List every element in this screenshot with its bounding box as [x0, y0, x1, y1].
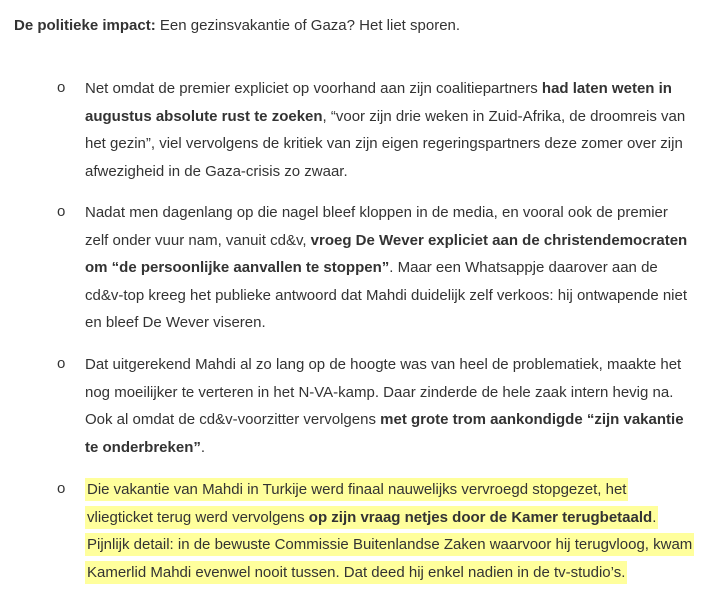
section-heading-text: Een gezinsvakantie of Gaza? Het liet sporen. [155, 17, 461, 34]
item-text-part: Dat uitgerekend Mahdi al zo lang op de hoogte was van heel de problematiek, maakte het nog moeilijker te verteren in het N-VA-kamp. Daar zinderde de hele zaak intern hevig na. Ook al omdat de cd&v-voorzitter vervolgens [85, 356, 682, 428]
bullet-marker: o [57, 79, 66, 96]
bullet-marker: o [57, 355, 66, 372]
item-text-part: , “voor zijn drie weken in Zuid-Afrika, de droomreis van het gezin”, viel vervolgens de kritiek van zijn eigen regeringspartners deze zomer over zijn afwezigheid in de Gaza-crisis zo zwaar. [85, 107, 686, 180]
list-item-text [85, 75, 695, 185]
highlighted-text [85, 478, 694, 584]
bullet-marker: o [57, 203, 66, 220]
item-text-part: . Pijnlijk detail: in de bewuste Commissie Buitenlandse Zaken waarvoor hij terugvloog, kwam Kamerlid Mahdi evenwel nooit tussen. Dat deed hij enkel nadien in de tv-studio’s. [87, 508, 693, 581]
list-item-text [85, 476, 695, 586]
item-text-part: Nadat men dagenlang op die nagel bleef kloppen in de media, en vooral ook de premier zelf onder vuur nam, vanuit cd&v, [85, 204, 668, 249]
item-text-part: Die vakantie van Mahdi in Turkije werd finaal nauwelijks vervroegd stopgezet, het vliegticket terug werd vervolgens [87, 481, 627, 526]
item-bold-text: vroeg De Wever expliciet aan de christendemocraten om “de persoonlijke aanvallen te stoppen” [85, 231, 688, 276]
item-bold-text: met grote trom aankondigde “zijn vakantie te onderbreken” [85, 411, 684, 456]
item-bold-text: had laten weten in augustus absolute rust te zoeken [85, 80, 672, 125]
item-text-part: . Maar een Whatsappje daarover aan de cd&v-top kreeg het publieke antwoord dat Mahdi duidelijk zelf verkoos: hij ontwapende niet en bleef De Wever viseren. [85, 259, 688, 331]
list-item-text [85, 199, 695, 337]
item-text-part: Net omdat de premier expliciet op voorhand aan zijn coalitiepartners [85, 80, 542, 97]
item-text-part: . [200, 438, 206, 456]
list-item-text [85, 351, 695, 461]
section-heading-label: De politieke impact: [14, 17, 156, 34]
section-heading [14, 16, 460, 36]
bullet-marker: o [57, 480, 66, 497]
item-bold-text: op zijn vraag netjes door de Kamer terugbetaald [308, 508, 653, 526]
